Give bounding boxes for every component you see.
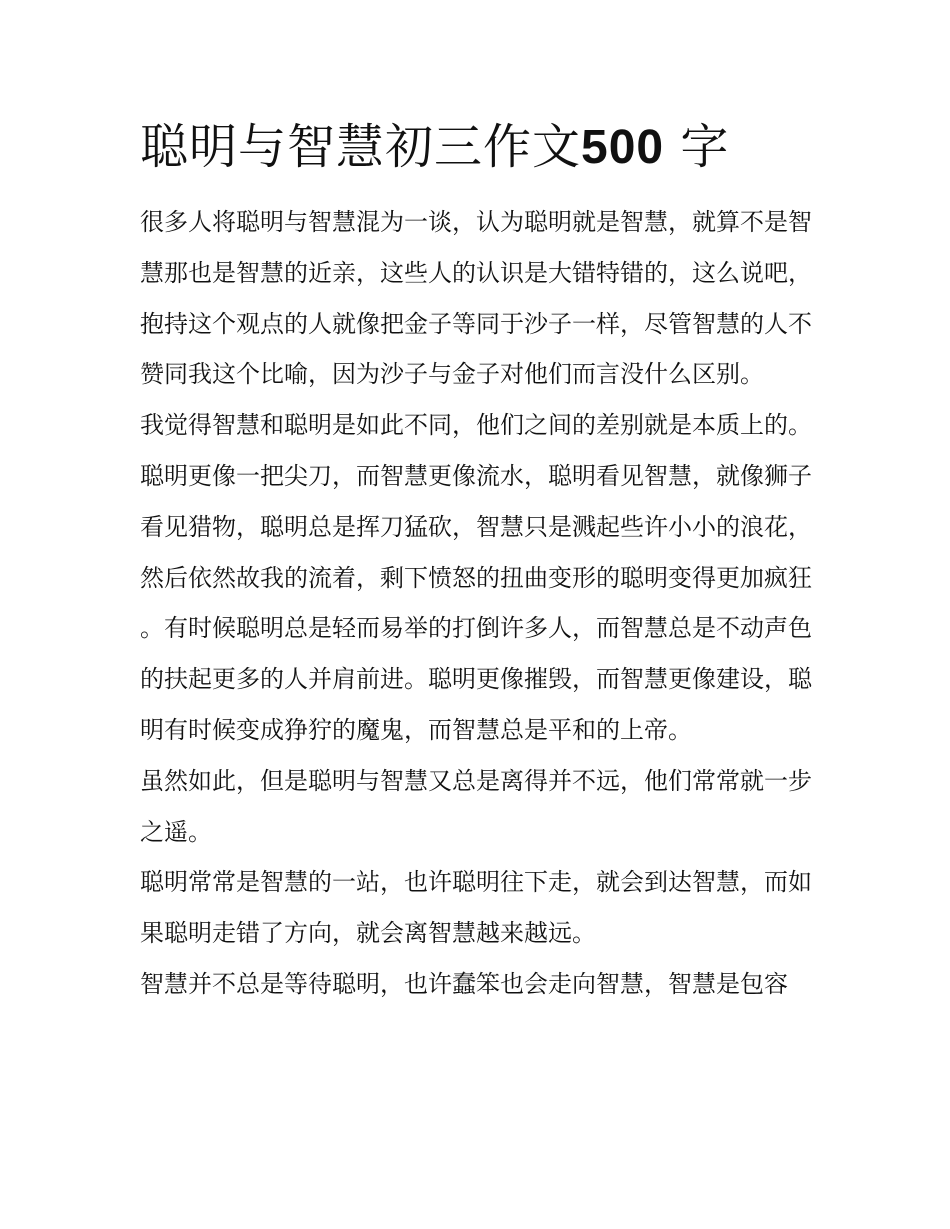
paragraph-2: 我觉得智慧和聪明是如此不同，他们之间的差别就是本质上的。聪明更像一把尖刀，而智慧更像流水，聪明看见智慧，就像狮子看见猎物，聪明总是挥刀猛砍，智慧只是溅起些许小小的浪花，然后依然故我的流着，剩下愤怒的扭曲变形的聪明变得更加疯狂。有时候聪明总是轻而易举的打倒许多人，而智慧总是不动声色的扶起更多的人并肩前进。聪明更像摧毁，而智慧更像建设，聪明有时候变成狰狞的魔鬼，而智慧总是平和的上帝。: [140, 411, 812, 744]
paragraph-5: 智慧并不总是等待聪明，也许蠢笨也会走向智慧，智慧是包容: [140, 969, 788, 998]
paragraph-4: 聪明常常是智慧的一站，也许聪明往下走，就会到达智慧，而如果聪明走错了方向，就会离智慧越来越远。: [140, 868, 812, 948]
title-suffix: 字: [680, 119, 730, 175]
document-page: [140, 112, 812, 1010]
page-title: [140, 112, 812, 183]
title-number: 500: [581, 121, 665, 174]
paragraph-3: 虽然如此，但是聪明与智慧又总是离得并不远，他们常常就一步之遥。: [140, 766, 812, 846]
paragraph-1: 很多人将聪明与智慧混为一谈，认为聪明就是智慧，就算不是智慧那也是智慧的近亲，这些人的认识是大错特错的，这么说吧，抱持这个观点的人就像把金子等同于沙子一样，尽管智慧的人不赞同我这个比喻，因为沙子与金子对他们而言没什么区别。: [140, 208, 812, 389]
title-text: 聪明与智慧初三作文: [140, 119, 582, 175]
